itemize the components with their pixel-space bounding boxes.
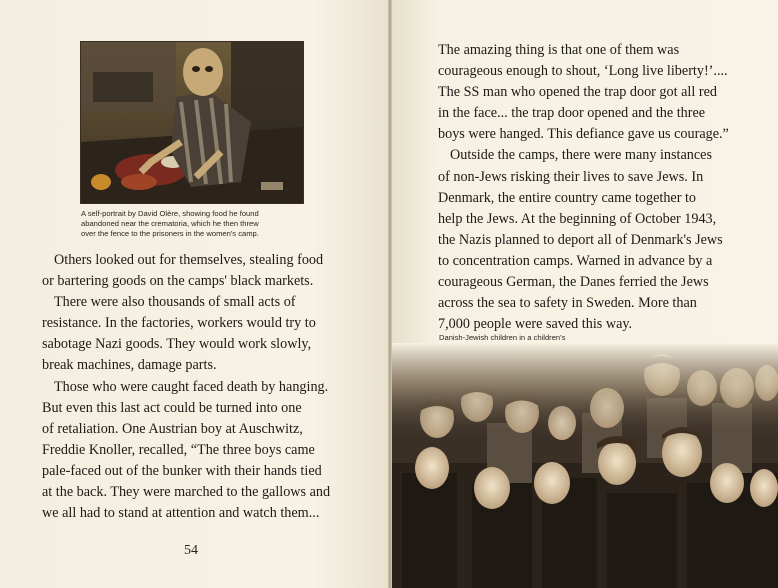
text-line: But even this last act could be turned into one	[42, 399, 302, 416]
text-line: resistance. In the factories, workers would try to	[42, 315, 316, 332]
painting-caption	[81, 209, 321, 239]
text-line: Others looked out for themselves, stealing food	[54, 252, 324, 268]
text-line: Denmark, the entire country came together to	[438, 189, 697, 206]
text-line: break machines, damage parts.	[42, 357, 217, 374]
caption-line: A self-portrait by David Olère, showing food he found	[81, 209, 259, 218]
photo-image	[392, 343, 778, 588]
left-page	[0, 0, 388, 588]
text-line: across the sea to safety in Sweden. More than	[438, 295, 697, 312]
self-portrait-painting	[80, 41, 304, 204]
painting-image	[81, 42, 303, 203]
text-line: courageous German, the Danes ferried the Jews	[438, 274, 709, 291]
text-line: or bartering goods on the camps' black markets.	[42, 273, 314, 290]
text-line: pale-faced out of the bunker with their hands tied	[42, 462, 322, 479]
text-line: of retaliation. One Austrian boy at Auschwitz,	[42, 420, 303, 437]
left-body-text	[42, 250, 362, 524]
right-page	[392, 0, 778, 588]
caption-line: abandoned near the crematoria, which he then threw	[81, 219, 259, 228]
caption-line: over the fence to the prisoners in the women's camp.	[81, 229, 259, 238]
text-line: The SS man who opened the trap door got all red	[438, 84, 717, 101]
text-line: to concentration camps. Warned in advance by a	[438, 252, 713, 269]
text-line: courageous enough to shout, ‘Long live liberty!’....	[438, 63, 728, 80]
right-body-text	[438, 40, 768, 335]
text-line: we all had to stand at attention and watch them...	[42, 505, 320, 522]
text-line: Freddie Knoller, recalled, “The three boys came	[42, 441, 315, 458]
text-line: 7,000 people were saved this way.	[438, 316, 633, 333]
text-line: of non-Jews risking their lives to save Jews. In	[438, 168, 704, 185]
text-line: Outside the camps, there were many instances	[450, 147, 712, 164]
page-number: 54	[184, 543, 198, 558]
text-line: sabotage Nazi goods. They would work slowly,	[42, 336, 312, 353]
text-line: the Nazis planned to deport all of Denmark's Jews	[438, 231, 723, 248]
text-line: help the Jews. At the beginning of October 1943,	[438, 210, 717, 227]
text-line: at the back. They were marched to the gallows and	[42, 484, 331, 501]
caption-line: Danish-Jewish children in a children's	[439, 333, 566, 342]
children-group-photo	[392, 343, 778, 588]
text-line: Those who were caught faced death by hanging.	[54, 378, 329, 395]
text-line: in the face... the trap door opened and the three	[438, 105, 706, 122]
text-line: The amazing thing is that one of them was	[438, 42, 680, 58]
text-line: boys were hanged. This defiance gave us courage.”	[438, 126, 729, 143]
text-line: There were also thousands of small acts of	[54, 294, 296, 311]
